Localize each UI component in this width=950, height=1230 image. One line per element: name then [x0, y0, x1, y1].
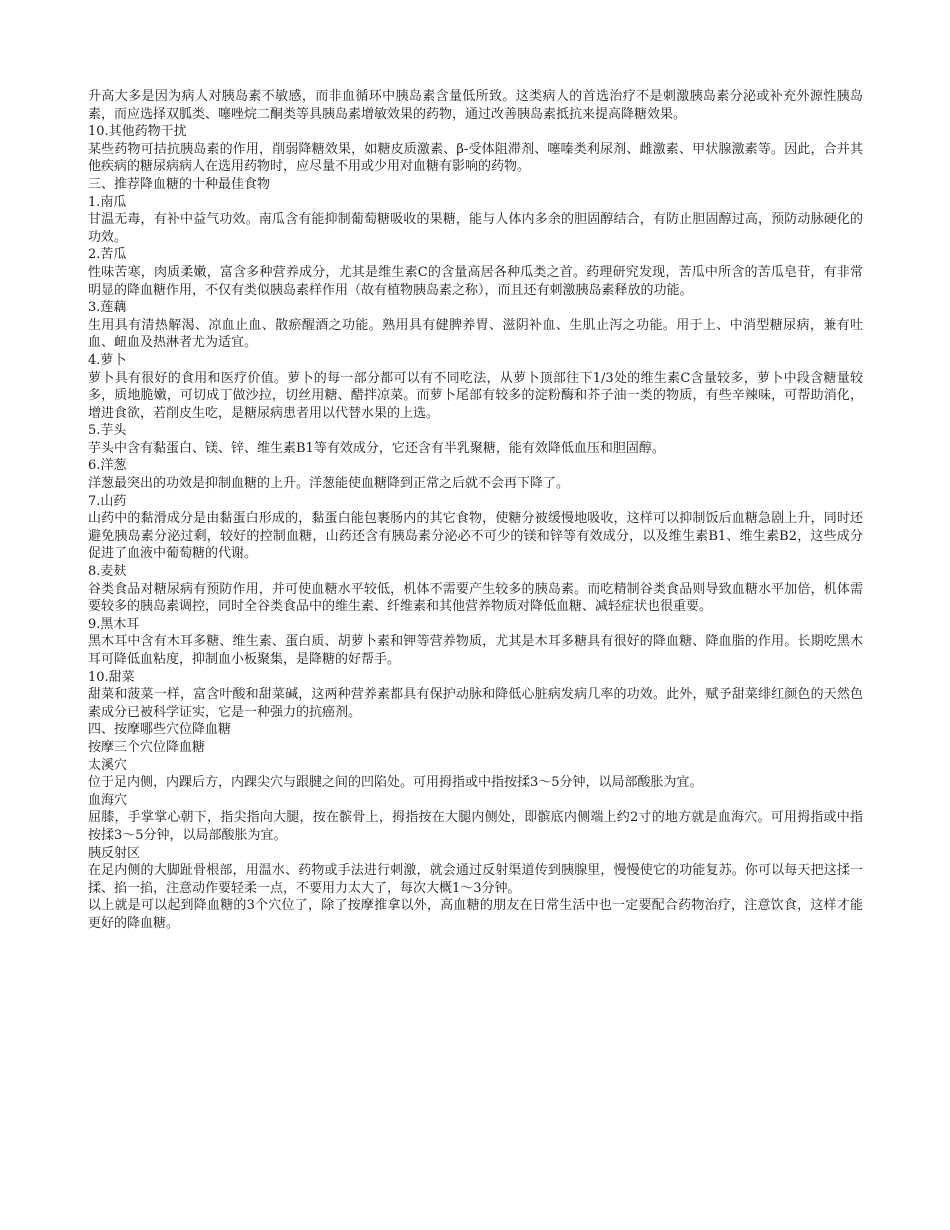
paragraph-pancreas-reflex: 在足内侧的大脚趾骨根部，用温水、药物或手法进行刺激，就会通过反射渠道传到胰腺里，慢慢使它的功能复苏。你可以每天把这揉一揉、掐一掐，注意动作要轻柔一点，不要用力太大了，每次大概1～3分钟。: [88, 863, 863, 896]
heading-taro: 5.芋头: [88, 423, 127, 439]
paragraph-pumpkin: 甘温无毒，有补中益气功效。南瓜含有能抑制葡萄糖吸收的果糖，能与人体内多余的胆固醇结合，有防止胆固醇过高，预防动脉硬化的功效。: [88, 212, 863, 245]
heading-beet: 10.甜菜: [88, 669, 135, 685]
heading-pumpkin: 1.南瓜: [88, 194, 127, 210]
paragraph-beet: 甜菜和菠菜一样，富含叶酸和甜菜碱，这两种营养素都具有保护动脉和降低心脏病发病几率的功效。此外，赋予甜菜绯红颜色的天然色素成分已被科学证实，它是一种强力的抗癌剂。: [88, 687, 863, 720]
paragraph-xuehai: 屈膝，手掌掌心朝下，指尖指向大腿，按在髌骨上，拇指按在大腿内侧处，即髌底内侧端上约2寸的地方就是血海穴。可用拇指或中指按揉3～5分钟，以局部酸胀为宜。: [88, 810, 863, 843]
heading-yam: 7.山药: [88, 493, 127, 509]
heading-lotus-root: 3.莲藕: [88, 300, 127, 316]
heading-wheat-bran: 8.麦麸: [88, 564, 127, 580]
heading-radish: 4.萝卜: [88, 352, 127, 368]
paragraph-wheat-bran: 谷类食品对糖尿病有预防作用，并可使血糖水平较低，机体不需要产生较多的胰岛素。而吃精制谷类食品则导致血糖水平加倍，机体需要较多的胰岛素调控，同时全谷类食品中的维生素、纤维素和其他营养物质对降低血糖、减轻症状也很重要。: [88, 581, 863, 615]
paragraph-conclusion: 以上就是可以起到降血糖的3个穴位了，除了按摩推拿以外，高血糖的朋友在日常生活中也一定要配合药物治疗，注意饮食，这样才能更好的降血糖。: [88, 898, 863, 931]
paragraph-taro: 芋头中含有黏蛋白、镁、锌、维生素B1等有效成分，它还含有半乳聚糖，能有效降低血压和胆固醇。: [88, 440, 665, 456]
heading-bitter-melon: 2.苦瓜: [88, 247, 127, 263]
heading-onion: 6.洋葱: [88, 458, 127, 474]
paragraph-yam: 山药中的黏滑成分是由黏蛋白形成的，黏蛋白能包裹肠内的其它食物，使糖分被缓慢地吸收，这样可以抑制饭后血糖急剧上升，同时还避免胰岛素分泌过剩，较好的控制血糖，山药还含有胰岛素分泌必不可少的镁和锌等有效成分，以及维生素B1、维生素B2，这些成分促进了血液中葡萄糖的代谢。: [88, 511, 863, 562]
section-title-foods: 三、推荐降血糖的十种最佳食物: [88, 176, 271, 192]
paragraph-onion: 洋葱最突出的功效是抑制血糖的上升。洋葱能使血糖降到正常之后就不会再下降了。: [88, 476, 570, 492]
paragraph-insulin-resistance: 升高大多是因为病人对胰岛素不敏感，而非血循环中胰岛素含量低所致。这类病人的首选治疗不是刺激胰岛素分泌或补充外源性胰岛素，而应选择双胍类、噻唑烷二酮类等具胰岛素增敏效果的药物，通过改善胰岛素抵抗来提高降糖效果。: [88, 89, 863, 122]
document-body: [88, 88, 863, 933]
paragraph-radish: 萝卜具有很好的食用和医疗价值。萝卜的每一部分都可以有不同吃法，从萝卜顶部往下1/3处的维生素C含量较多，萝卜中段含糖量较多，质地脆嫩，可切成丁做沙拉，切丝用糖、醋拌凉菜。而萝卜尾部有较多的淀粉酶和芥子油一类的物质，有些辛辣味，可帮助消化，增进食欲，若削皮生吃，是糖尿病患者用以代替水果的上选。: [88, 370, 863, 421]
paragraph-taixi: 位于足内侧，内踝后方，内踝尖穴与跟腱之间的凹陷处。可用拇指或中指按揉3～5分钟，以局部酸胀为宜。: [88, 775, 703, 791]
section-title-massage: 四、按摩哪些穴位降血糖: [88, 722, 232, 738]
heading-black-fungus: 9.黑木耳: [88, 616, 140, 632]
paragraph-other-drugs: 某些药物可拮抗胰岛素的作用，削弱降糖效果，如糖皮质激素、β-受体阻滞剂、噻嗪类利尿剂、雌激素、甲状腺激素等。因此，合并其他疾病的糖尿病病人在选用药物时，应尽量不用或少用对血糖有影响的药物。: [88, 141, 863, 175]
heading-other-drugs: 10.其他药物干扰: [88, 124, 187, 140]
subheading-three-points: 按摩三个穴位降血糖: [88, 739, 206, 755]
paragraph-black-fungus: 黑木耳中含有木耳多糖、维生素、蛋白质、胡萝卜素和钾等营养物质，尤其是木耳多糖具有很好的降血糖、降血脂的作用。长期吃黑木耳可降低血粘度，抑制血小板聚集，是降糖的好帮手。: [88, 634, 863, 667]
paragraph-lotus-root: 生用具有清热解渴、凉血止血、散瘀醒酒之功能。熟用具有健脾养胃、滋阴补血、生肌止泻之功能。用于上、中消型糖尿病，兼有吐血、衄血及热淋者尤为适宜。: [88, 317, 863, 351]
heading-taixi: 太溪穴: [88, 757, 128, 773]
heading-xuehai: 血海穴: [88, 792, 128, 808]
paragraph-bitter-melon: 性味苦寒，肉质柔嫩，富含多种营养成分，尤其是维生素C的含量高居各种瓜类之首。药理研究发现，苦瓜中所含的苦瓜皂苷，有非常明显的降血糖作用，不仅有类似胰岛素样作用（故有植物胰岛素之称），而且还有刺激胰岛素释放的功能。: [88, 264, 863, 298]
heading-pancreas-reflex: 胰反射区: [88, 845, 141, 861]
